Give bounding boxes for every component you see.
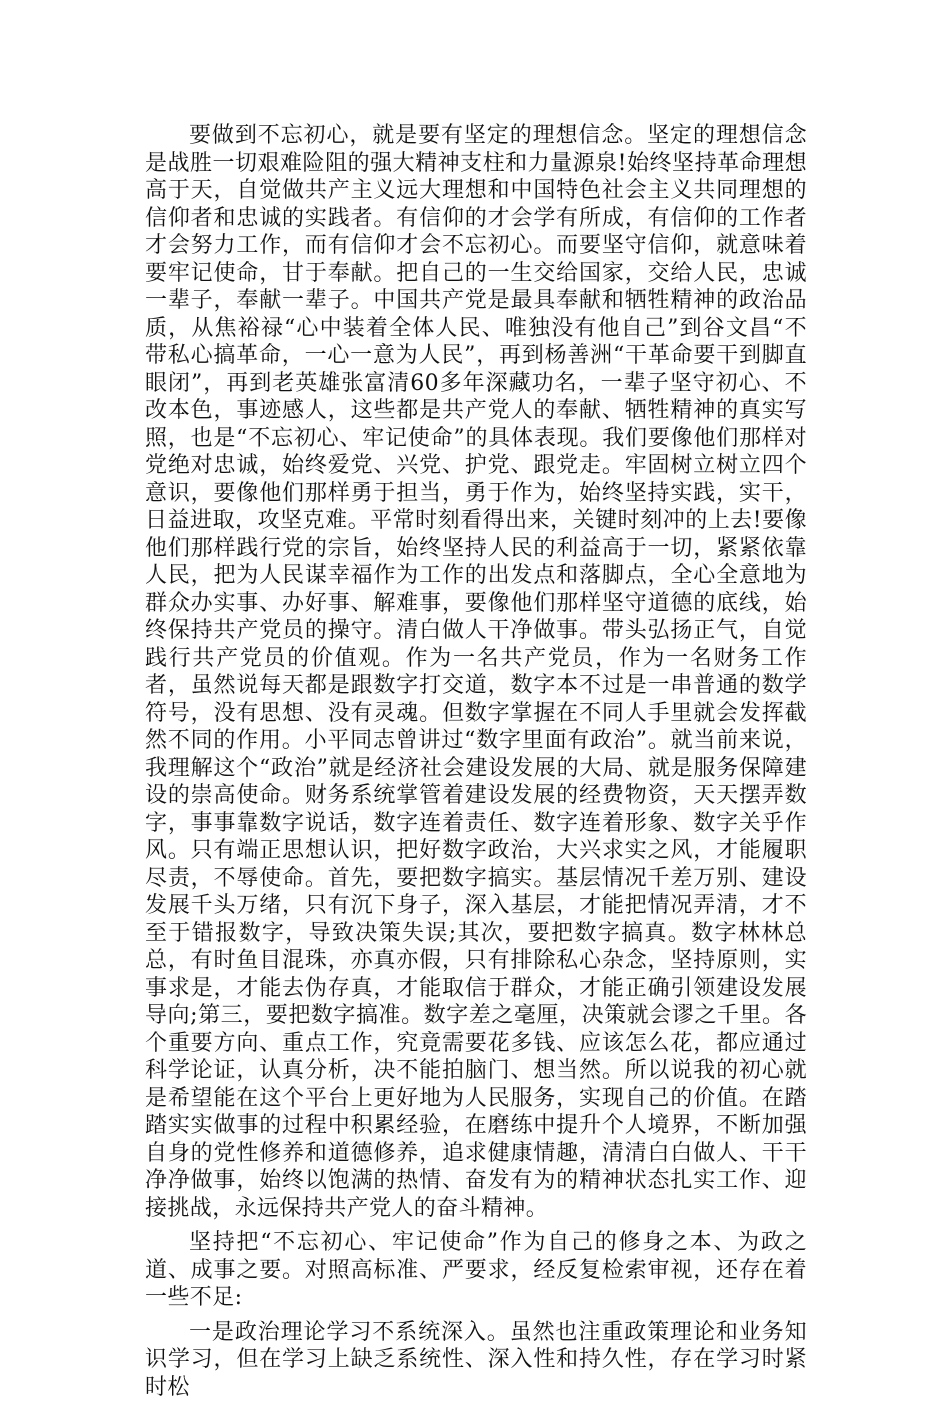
document-page: [145, 122, 807, 1401]
paragraph-3: 一是政治理论学习不系统深入。虽然也注重政策理论和业务知识学习，但在学习上缺乏系统性、深入性和持久性，存在学习时紧时松: [145, 1319, 807, 1401]
paragraph-1: 要做到不忘初心，就是要有坚定的理想信念。坚定的理想信念是战胜一切艰难险阻的强大精神支柱和力量源泉!始终坚持革命理想高于天，自觉做共产主义远大理想和中国特色社会主义共同理想的信仰者和忠诚的实践者。有信仰的才会学有所成，有信仰的工作者才会努力工作，而有信仰才会不忘初心。而要坚守信仰，就意味着要牢记使命，甘于奉献。把自己的一生交给国家，交给人民，忠诚一辈子，奉献一辈子。中国共产党是最具奉献和牺牲精神的政治品质，从焦裕禄“心中装着全体人民、唯独没有他自己”到谷文昌“不带私心搞革命，一心一意为人民”，再到杨善洲“干革命要干到脚直眼闭”，再到老英雄张富清60多年深藏功名，一辈子坚守初心、不改本色，事迹感人，这些都是共产党人的奉献、牺牲精神的真实写照，也是“不忘初心、牢记使命”的具体表现。我们要像他们那样对党绝对忠诚，始终爱党、兴党、护党、跟党走。牢固树立树立四个意识，要像他们那样勇于担当，勇于作为，始终坚持实践，实干，日益进取，攻坚克难。平常时刻看得出来，关键时刻冲的上去!要像他们那样践行党的宗旨，始终坚持人民的利益高于一切，紧紧依靠人民，把为人民谋幸福作为工作的出发点和落脚点，全心全意地为群众办实事、办好事、解难事，要像他们那样坚守道德的底线，始终保持共产党员的操守。清白做人干净做事。带头弘扬正气，自觉践行共产党员的价值观。作为一名共产党员，作为一名财务工作者，虽然说每天都是跟数字打交道，数字本不过是一串普通的数学符号，没有思想、没有灵魂。但数字掌握在不同人手里就会发挥截然不同的作用。小平同志曾讲过“数字里面有政治”。就当前来说，我理解这个“政治”就是经济社会建设发展的大局、就是服务保障建设的崇高使命。财务系统掌管着建设发展的经费物资，天天摆弄数字，事事靠数字说话，数字连着责任、数字连着形象、数字关乎作风。只有端正思想认识，把好数字政治，大兴求实之风，才能履职尽责，不辱使命。首先，要把数字搞实。基层情况千差万别、建设发展千头万绪，只有沉下身子，深入基层，才能把情况弄清，才不至于错报数字，导致决策失误;其次，要把数字搞真。数字林林总总，有时鱼目混珠，亦真亦假，只有排除私心杂念，坚持原则，实事求是，才能去伪存真，才能取信于群众，才能正确引领建设发展导向;第三，要把数字搞准。数字差之毫厘，决策就会谬之千里。各个重要方向、重点工作，究竟需要花多钱、应该怎么花，都应通过科学论证，认真分析，决不能拍脑门、想当然。所以说我的初心就是希望能在这个平台上更好地为人民服务，实现自己的价值。在踏踏实实做事的过程中积累经验，在磨练中提升个人境界，不断加强自身的党性修养和道德修养，追求健康情趣，清清白白做人、干干净净做事，始终以饱满的热情、奋发有为的精神状态扎实工作、迎接挑战，永远保持共产党人的奋斗精神。: [145, 122, 807, 1222]
paragraph-2: 坚持把“不忘初心、牢记使命”作为自己的修身之本、为政之道、成事之要。对照高标准、严要求，经反复检索审视，还存在着一些不足:: [145, 1229, 807, 1312]
